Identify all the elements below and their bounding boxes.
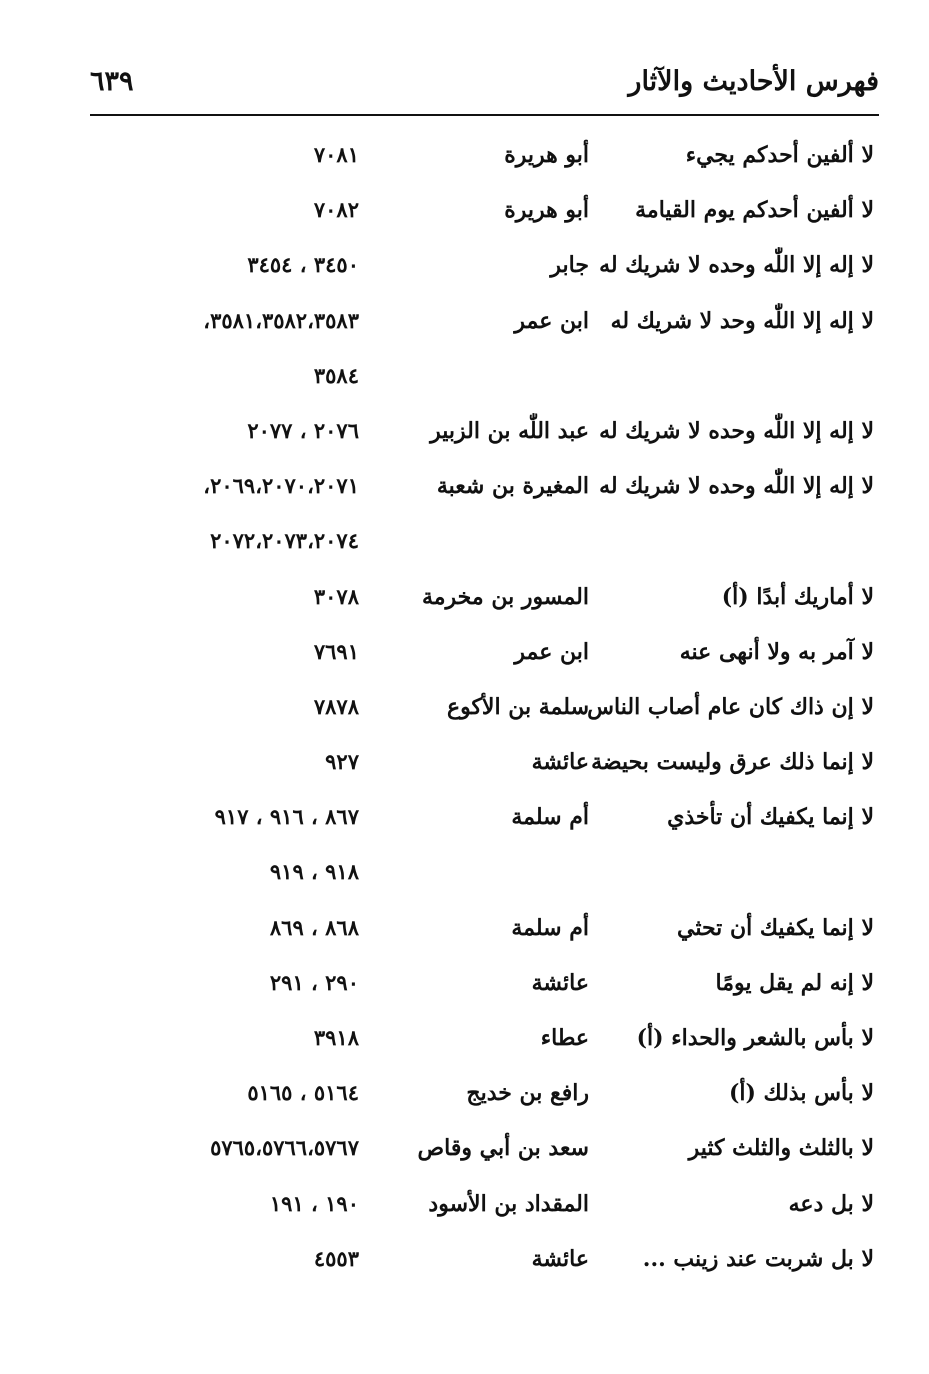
narrator-name: أم سلمة [511, 804, 589, 831]
narrator-name: عطاء [540, 1025, 589, 1051]
header-divider [90, 114, 879, 116]
hadith-numbers: ١٩٠ ، ١٩١ [269, 1190, 359, 1216]
narrator-name: رافع بن خديج [466, 1080, 589, 1107]
index-row [60, 572, 889, 627]
hadith-text: لا ألفين أحدكم يجيء [685, 142, 874, 168]
hadith-numbers: ٥٧٦٥،٥٧٦٦،٥٧٦٧ [210, 1135, 359, 1161]
narrator-name: المسور بن مخرمة [421, 583, 589, 610]
hadith-text: لا ألفين أحدكم يوم القيامة [635, 197, 874, 224]
page-header [90, 62, 879, 112]
hadith-numbers: ٤٥٥٣ [313, 1245, 359, 1271]
narrator-name: سعد بن أبي وقاص [417, 1135, 589, 1162]
narrator-name: أبو هريرة [504, 197, 589, 224]
hadith-text: لا إله إلا اللّٰه وحده لا شريك له [599, 473, 874, 500]
hadith-numbers: ٩٢٧ [325, 749, 359, 775]
index-row [60, 516, 889, 571]
hadith-numbers: ٧٦٩١ [313, 638, 359, 664]
narrator-name: جابر [550, 252, 589, 279]
hadith-numbers: ٨٦٧ ، ٩١٦ ، ٩١٧ [214, 804, 359, 830]
narrator-name: أبو هريرة [504, 142, 589, 168]
hadith-text: لا إنما يكفيك أن تأخذي [667, 804, 874, 831]
narrator-name: ابن عمر [514, 638, 589, 665]
hadith-text: لا بالثلث والثلث كثير [688, 1135, 874, 1162]
narrator-name: المقداد بن الأسود [428, 1190, 589, 1217]
hadith-text: لا بأس بذلك (أ) [728, 1080, 874, 1107]
hadith-numbers: ٢٠٧٦ ، ٢٠٧٧ [247, 417, 359, 443]
hadith-numbers: ٧٠٨١ [313, 142, 359, 167]
hadith-text: لا إنما ذلك عرق وليست بحيضة [591, 749, 874, 776]
index-row [60, 461, 889, 516]
hadith-numbers: ٨٦٨ ، ٨٦٩ [269, 914, 359, 940]
hadith-text: لا إن ذاك كان عام أصاب الناس [587, 693, 874, 720]
narrator-name: ابن عمر [514, 307, 589, 334]
index-row [60, 1179, 889, 1234]
hadith-text: لا إنه لم يقل يومًا [715, 969, 874, 996]
hadith-numbers: ٣٤٥٠ ، ٣٤٥٤ [247, 252, 359, 278]
index-row [60, 406, 889, 461]
index-row [60, 130, 889, 185]
index-row [60, 1013, 889, 1068]
narrator-name: عبد اللّٰه بن الزبير [430, 417, 589, 444]
narrator-name: سلمة بن الأكوع [446, 693, 589, 720]
index-row [60, 903, 889, 958]
hadith-numbers: ٧٠٨٢ [313, 197, 359, 223]
narrator-name: أم سلمة [511, 914, 589, 941]
index-row [60, 847, 889, 902]
hadith-numbers: ٣٩١٨ [313, 1025, 359, 1050]
index-row [60, 240, 889, 295]
index-row [60, 185, 889, 240]
index-row [60, 1234, 889, 1289]
hadith-numbers: ٧٨٧٨ [313, 693, 359, 719]
hadith-text: لا آمر به ولا أنهى عنه [679, 638, 874, 665]
hadith-numbers: ٢٠٧٢،٢٠٧٣،٢٠٧٤ [210, 528, 359, 554]
hadith-text: لا بل دعه [788, 1190, 874, 1217]
index-row [60, 682, 889, 737]
hadith-numbers: ٣٥٨١،٣٥٨٢،٣٥٨٣، [203, 307, 359, 333]
index-row [60, 958, 889, 1013]
index-row [60, 1068, 889, 1123]
hadith-numbers: ٢٩٠ ، ٢٩١ [269, 969, 359, 995]
hadith-text: لا بأس بالشعر والحداء (أ) [636, 1025, 874, 1051]
hadith-numbers: ٢٠٦٩،٢٠٧٠،٢٠٧١، [203, 473, 359, 499]
narrator-name: عائشة [531, 1245, 589, 1272]
hadith-numbers: ٣٥٨٤ [313, 362, 359, 388]
index-row [60, 792, 889, 847]
index-row [60, 627, 889, 682]
hadith-text: لا إله إلا اللّٰه وحده لا شريك له [599, 417, 874, 444]
index-row [60, 351, 889, 406]
hadith-numbers: ٣٠٧٨ [313, 583, 359, 609]
page-number: ٦٣٩ [90, 66, 134, 97]
hadith-numbers: ٥١٦٤ ، ٥١٦٥ [247, 1080, 359, 1106]
hadith-text: لا بل شربت عند زينب ... [642, 1245, 874, 1272]
hadith-text: لا إله إلا اللّٰه وحده لا شريك له [599, 252, 874, 279]
narrator-name: المغيرة بن شعبة [436, 473, 589, 500]
page-title: فهرس الأحاديث والآثار [628, 66, 879, 97]
hadith-text: لا إنما يكفيك أن تحثي [677, 914, 874, 941]
narrator-name: عائشة [531, 969, 589, 996]
index-row [60, 296, 889, 351]
index-row [60, 737, 889, 792]
hadith-text: لا أماريك أبدًا (أ) [721, 583, 874, 610]
index-row [60, 1123, 889, 1178]
hadith-numbers: ٩١٨ ، ٩١٩ [269, 859, 359, 885]
narrator-name: عائشة [531, 749, 589, 776]
hadith-index-table [60, 130, 889, 1289]
hadith-text: لا إله إلا اللّٰه وحد لا شريك له [610, 307, 874, 334]
